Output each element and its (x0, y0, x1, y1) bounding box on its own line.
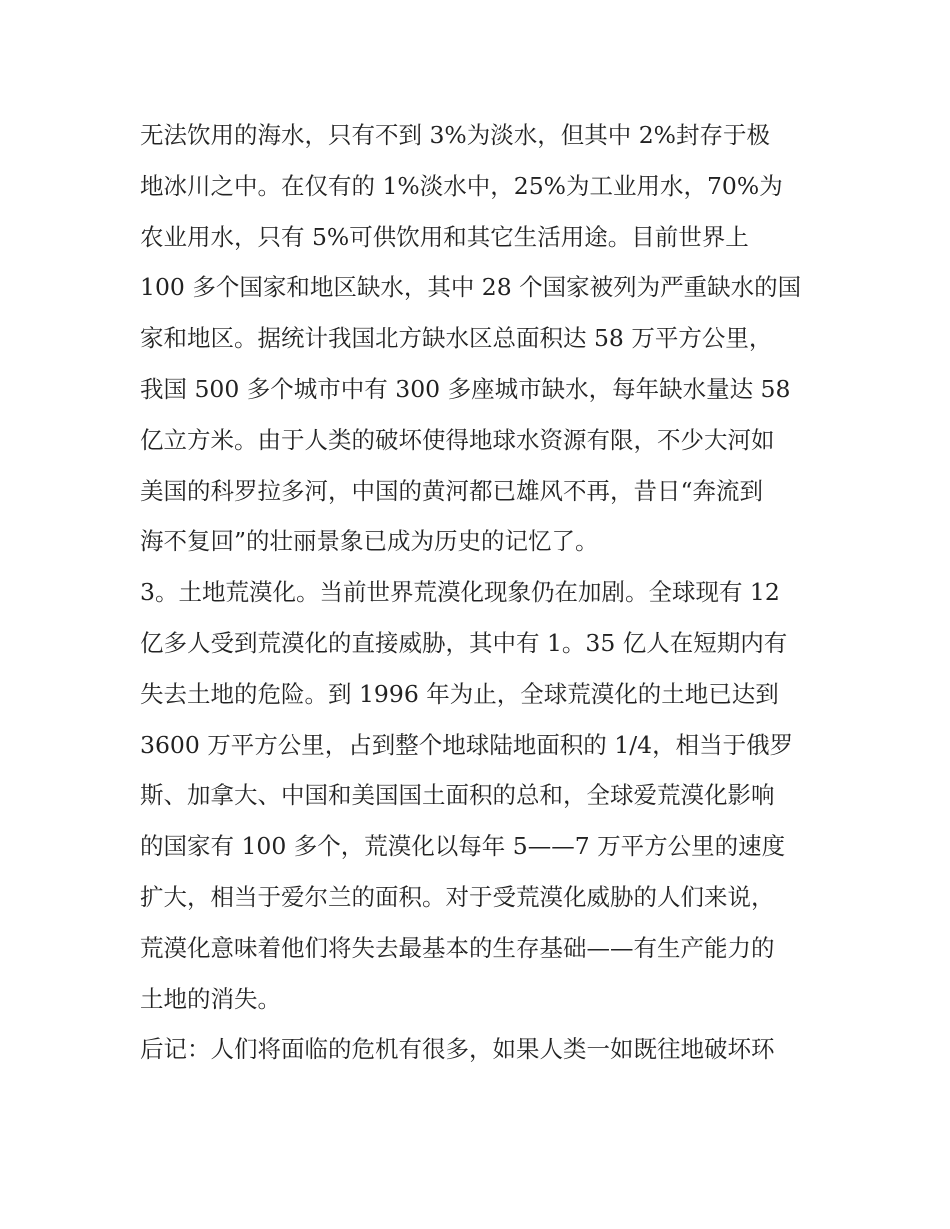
text-line: 100 多个国家和地区缺水，其中 28 个国家被列为严重缺水的国 (140, 273, 802, 302)
body-text (140, 110, 820, 1075)
text-line: 3。土地荒漠化。当前世界荒漠化现象仍在加剧。全球现有 12 (140, 578, 780, 607)
text-line: 3600 万平方公里，占到整个地球陆地面积的 1/4，相当于俄罗 (140, 730, 794, 759)
text-line: 地冰川之中。在仅有的 1%淡水中，25%为工业用水，70%为 (140, 171, 783, 200)
text-line: 斯、加拿大、中国和美国国土面积的总和，全球爱荒漠化影响 (140, 781, 775, 810)
text-line: 土地的消失。 (140, 984, 281, 1013)
text-line: 荒漠化意味着他们将失去最基本的生存基础——有生产能力的 (140, 933, 775, 962)
text-line: 无法饮用的海水，只有不到 3%为淡水，但其中 2%封存于极 (140, 121, 771, 149)
text-line: 亿多人受到荒漠化的直接威胁，其中有 1。35 亿人在短期内有 (140, 628, 788, 657)
text-line: 农业用水，只有 5%可供饮用和其它生活用途。目前世界上 (140, 222, 749, 251)
text-line: 亿立方米。由于人类的破坏使得地球水资源有限，不少大河如 (140, 425, 775, 454)
text-line: 失去土地的危险。到 1996 年为止，全球荒漠化的土地已达到 (140, 679, 779, 708)
text-line: 美国的科罗拉多河，中国的黄河都已雄风不再，昔日“奔流到 (140, 476, 764, 505)
text-line: 的国家有 100 多个，荒漠化以每年 5——7 万平方公里的速度 (140, 832, 786, 861)
text-line: 海不复回”的壮丽景象已成为历史的记忆了。 (140, 527, 599, 556)
text-line: 家和地区。据统计我国北方缺水区总面积达 58 万平方公里， (140, 324, 773, 353)
text-line: 后记：人们将面临的危机有很多，如果人类一如既往地破坏环 (140, 1035, 775, 1064)
text-line: 扩大，相当于爱尔兰的面积。对于受荒漠化威胁的人们来说， (140, 882, 775, 911)
text-line: 我国 500 多个城市中有 300 多座城市缺水，每年缺水量达 58 (140, 374, 791, 403)
